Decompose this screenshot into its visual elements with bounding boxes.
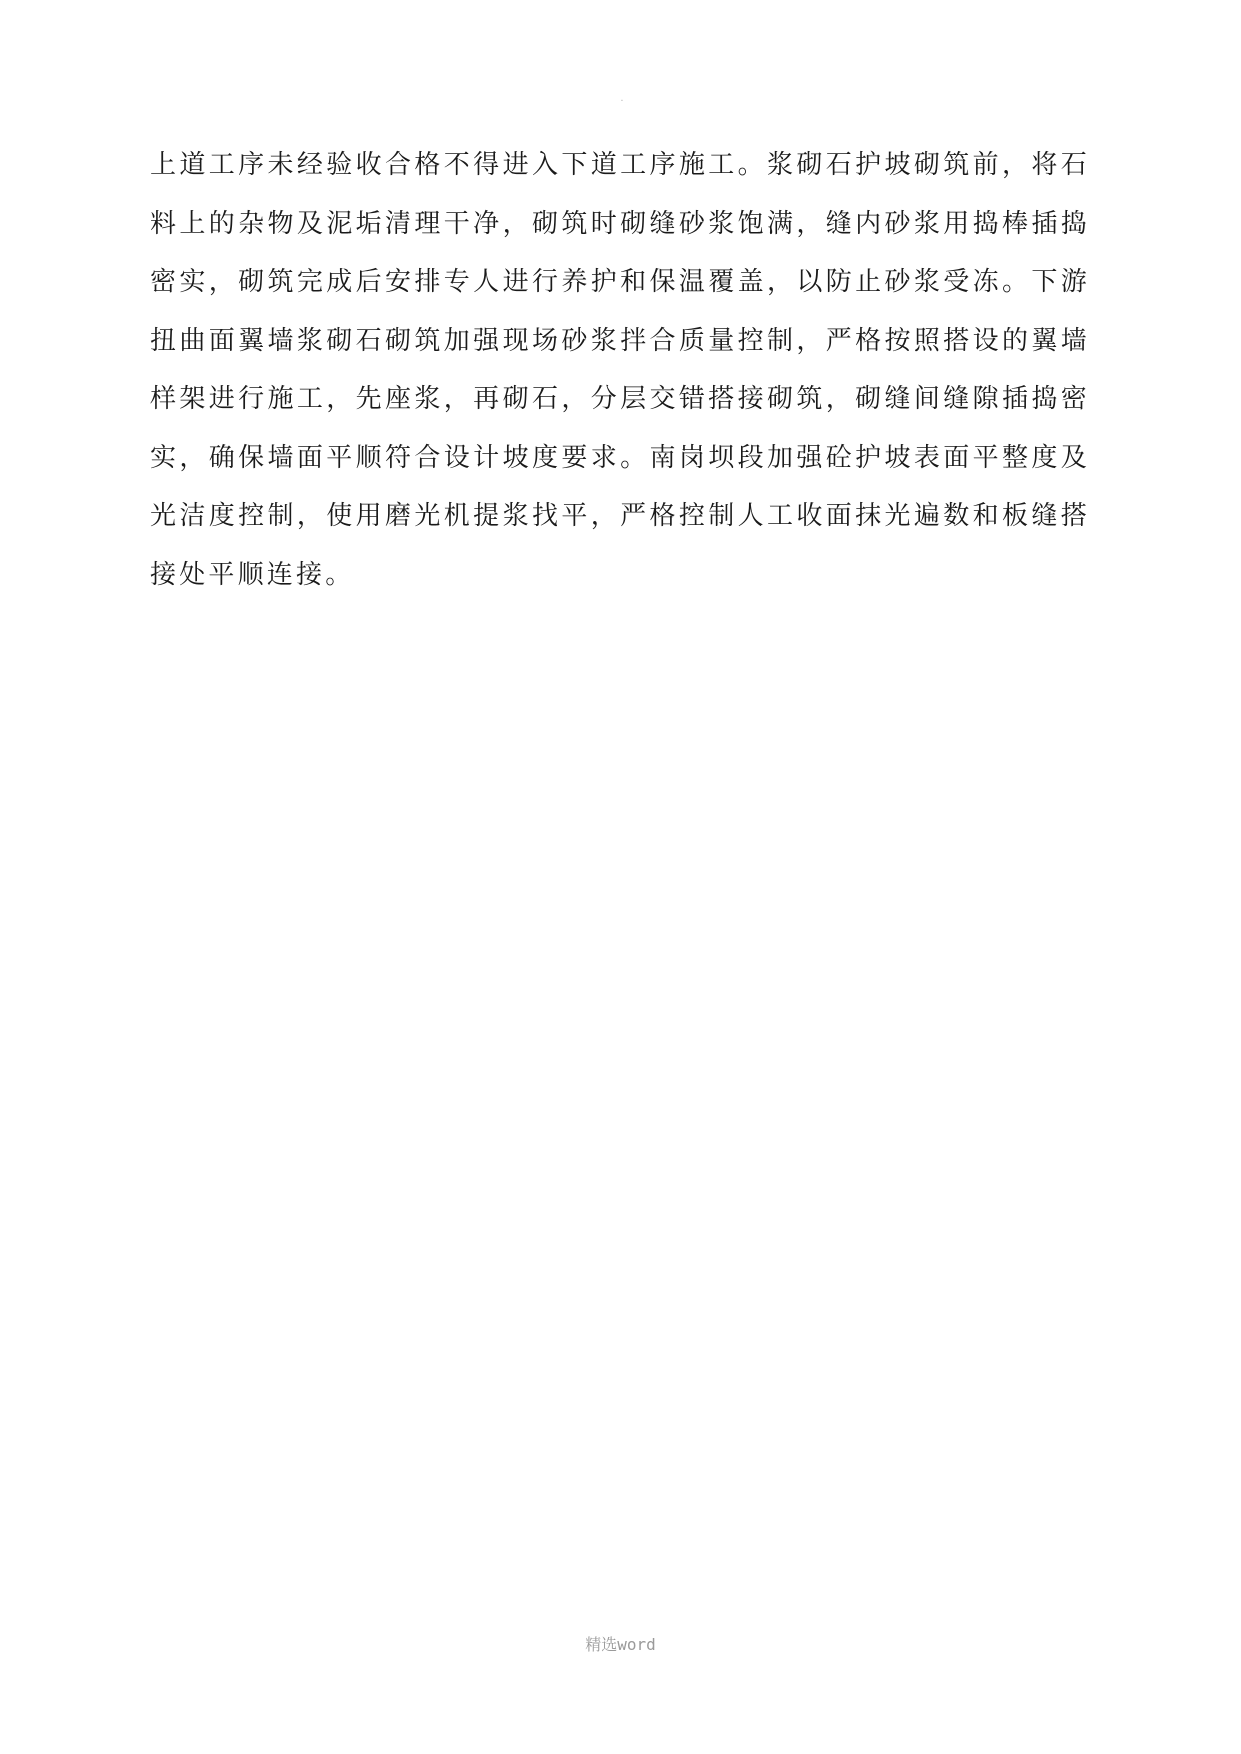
page-footer: 精选word (585, 1635, 656, 1654)
body-paragraph: 上道工序未经验收合格不得进入下道工序施工。浆砌石护坡砌筑前，将石料上的杂物及泥垢清理干净，砌筑时砌缝砂浆饱满，缝内砂浆用捣棒插捣密实，砌筑完成后安排专人进行养护和保温覆盖，以防止砂浆受冻。下游扭曲面翼墙浆砌石砌筑加强现场砂浆拌合质量控制，严格按照搭设的翼墙样架进行施工，先座浆，再砌石，分层交错搭接砌筑，砌缝间缝隙插捣密实，确保墙面平顺符合设计坡度要求。南岗坝段加强砼护坡表面平整度及光洁度控制，使用磨光机提浆找平，严格控制人工收面抹光遍数和板缝搭接处平顺连接。 (150, 150, 1090, 590)
header-mark: · (620, 96, 624, 107)
